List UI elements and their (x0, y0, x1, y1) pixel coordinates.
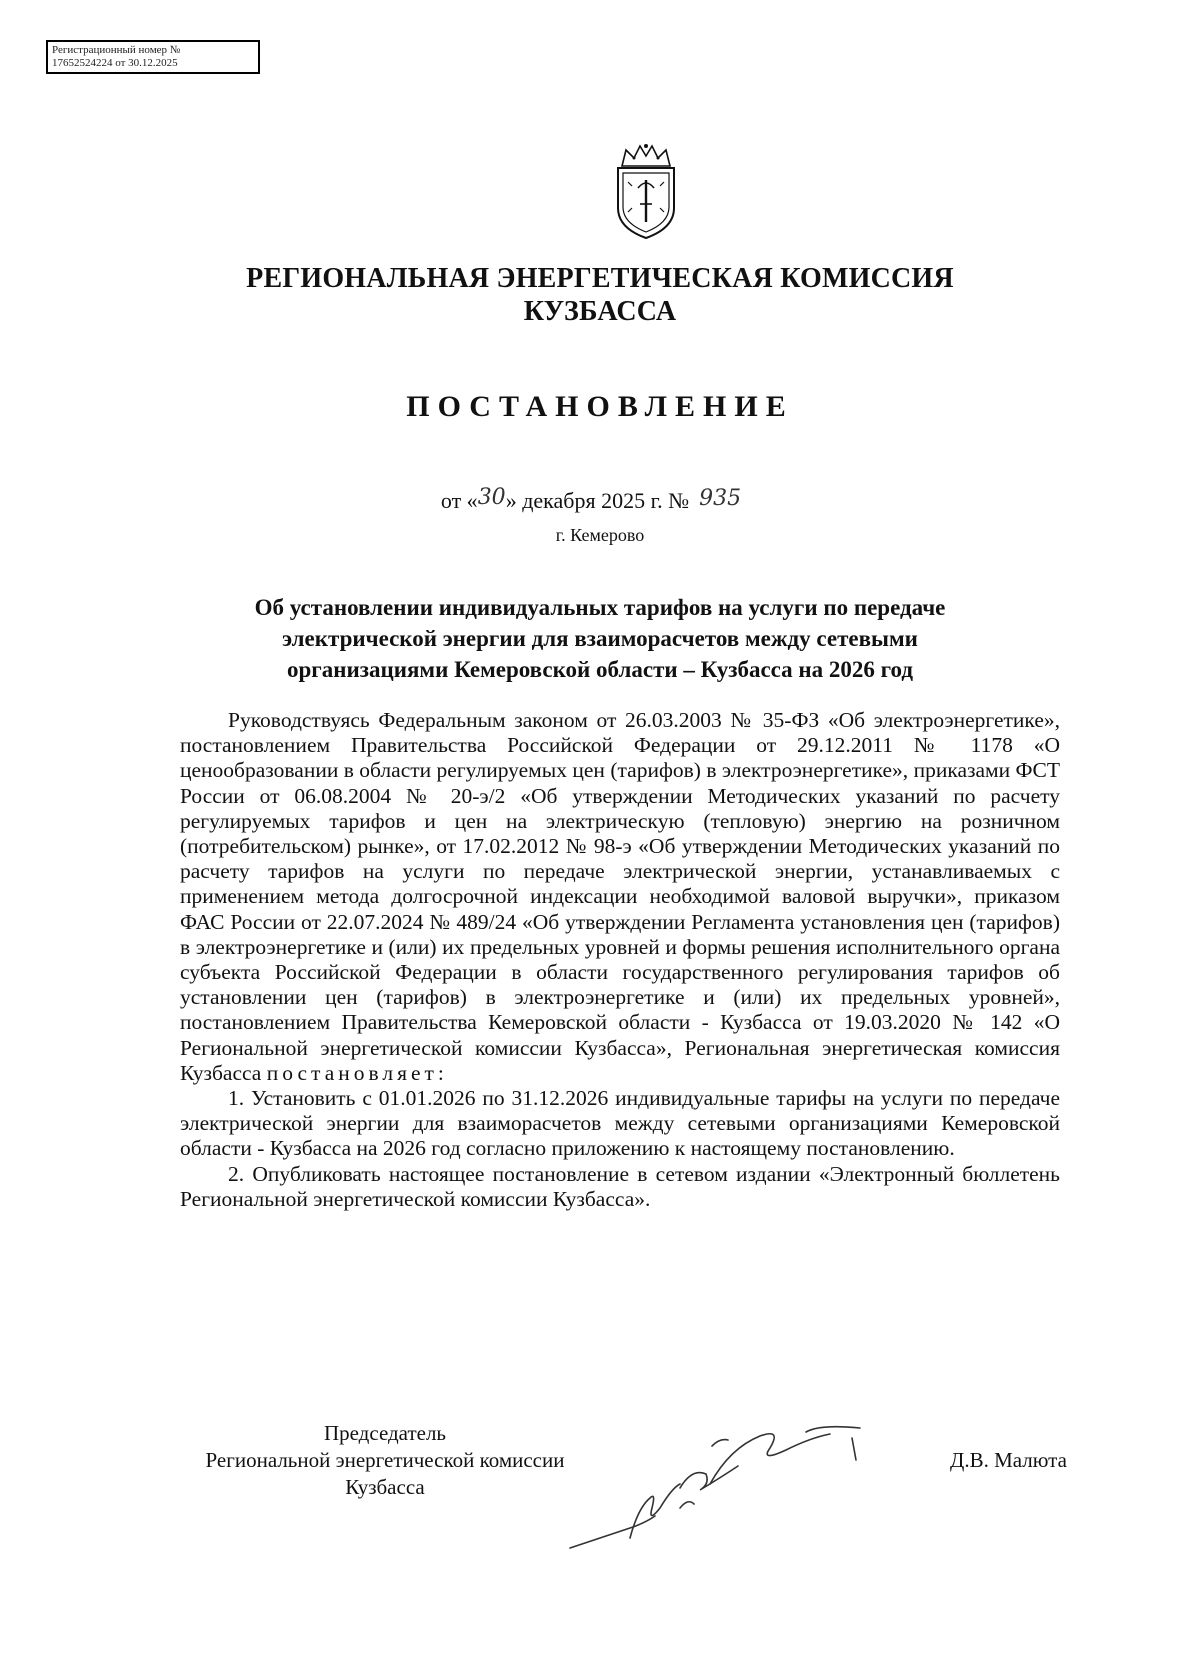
handwritten-day: 30 (477, 485, 506, 510)
organization-line-1: РЕГИОНАЛЬНАЯ ЭНЕРГЕТИЧЕСКАЯ КОМИССИЯ (246, 263, 954, 294)
signatory-title-line-3: Кузбасса (345, 1475, 425, 1499)
signatory-title-line-2: Региональной энергетической комиссии (205, 1448, 565, 1472)
signatory-name: Д.В. Малюта (950, 1448, 1067, 1472)
signatory-title-line-1: Председатель (323, 1421, 447, 1445)
handwritten-document-number: 935 (699, 486, 742, 511)
date-middle: » декабря 2025 г. № (505, 488, 690, 513)
document-subject (150, 592, 1050, 685)
registration-stamp (46, 40, 260, 74)
registration-number: 17652524224 от 30.12.2025 (52, 57, 178, 69)
decree-word: постановляет: (266, 1060, 448, 1085)
date-number-line (0, 485, 1200, 514)
item-2-paragraph: 2. Опубликовать настоящее постановление в сетевом издании «Электронный бюллетень Региональной энергетической комиссии Кузбасса». (180, 1161, 1060, 1211)
document-type-title: ПОСТАНОВЛЕНИЕ (406, 390, 794, 423)
coat-of-arms-emblem (608, 142, 684, 242)
organization-name (0, 262, 1200, 328)
subject-line-2: электрической энергии для взаиморасчетов между сетевыми (282, 626, 918, 651)
date-prefix: от « (440, 488, 478, 513)
signatory-title (150, 1420, 620, 1501)
city-label: г. Кемерово (555, 525, 645, 545)
organization-line-2: КУЗБАССА (523, 296, 677, 327)
subject-line-3: организациями Кемеровской области – Кузбасса на 2026 год (286, 657, 914, 682)
subject-line-1: Об установлении индивидуальных тарифов на услуги по передаче (254, 595, 946, 620)
preamble-text: Руководствуясь Федеральным законом от 26.03.2003 № 35-ФЗ «Об электроэнергетике», постановлением Правительства Российской Федерации от 29.12.2011 № 1178 «О ценообразовании в области регулируемых цен (тарифов) в электроэнергетике», приказами ФСТ России от 06.08.2004 № 20-э/2 «Об утверждении Методических указаний по расчету регулируемых тарифов и цен на электрическую (тепловую) энергию на розничном (потребительском) рынке», от 17.02.2012 № 98-э «Об утверждении Методических указаний по расчету тарифов на услуги по передаче электрической энергии, устанавливаемых с применением метода долгосрочной индексации необходимой валовой выручки», приказом ФАС России от 22.07.2024 № 489/24 «Об утверждении Регламента установления цен (тарифов) в электроэнергетике и (или) их предельных уровней и формы решения исполнительного органа субъекта Российской Федерации в области государственного регулирования тарифов об установлении цен (тарифов) в электроэнергетике и (или) их предельных уровней», постановлением Правительства Кемеровской области - Кузбасса от 19.03.2020 № 142 «О Региональной энергетической комиссии Кузбасса», Региональная энергетическая комиссия Кузбасса (180, 708, 1060, 1085)
item-1-paragraph: 1. Установить с 01.01.2026 по 31.12.2026 индивидуальные тарифы на услуги по передаче электрической энергии для взаиморасчетов между сетевыми организациями Кемеровской области - Кузбасса на 2026 год согласно приложению к настоящему постановлению. (180, 1086, 1060, 1161)
registration-label: Регистрационный номер № (52, 44, 181, 56)
handwritten-signature (560, 1388, 900, 1558)
preamble-paragraph (180, 708, 1060, 1086)
document-body (180, 708, 1060, 1212)
